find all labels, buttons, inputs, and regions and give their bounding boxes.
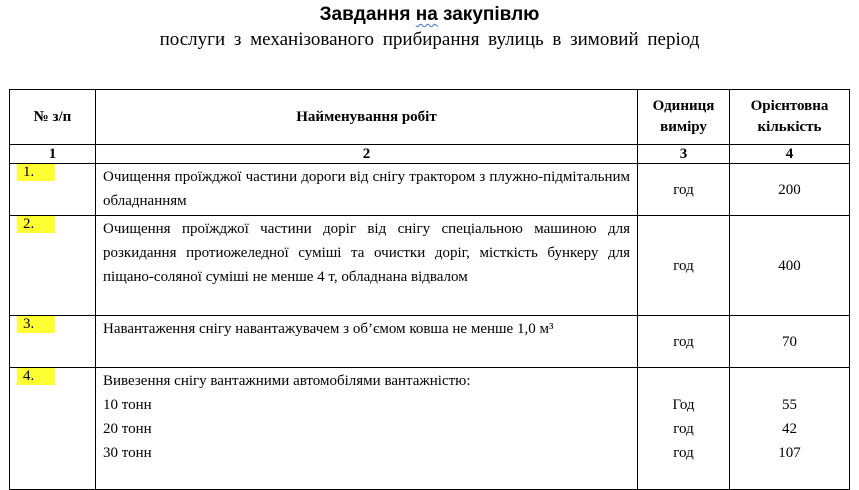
subitem-unit: год (673, 445, 694, 461)
subitem-unit: год (673, 421, 694, 437)
row-number-highlighted: 4. (17, 368, 55, 385)
work-description: Очищення проїжджої частини дороги від снігу трактором з плужно-підмітальним обладнанням (96, 164, 638, 216)
header-quantity: Орієнтовна кількість (730, 90, 850, 145)
header-row (10, 90, 850, 145)
subitem-unit: Год (672, 397, 695, 413)
header-number: № з/п (10, 90, 96, 145)
row-number-highlighted: 3. (17, 316, 55, 333)
column-number-row (10, 145, 850, 164)
subitem-quantity: 107 (778, 445, 801, 461)
subitem-label: 10 тонн (103, 397, 152, 413)
title-word-2-spellcheck: на (415, 4, 438, 25)
title-word-1: Завдання (319, 4, 411, 25)
procurement-table (9, 89, 850, 490)
header-work-name: Найменування робіт (96, 90, 638, 145)
unit-cell: год (638, 216, 730, 316)
quantity-cell: 200 (730, 164, 850, 216)
table-row (10, 164, 850, 216)
row-number-highlighted: 2. (17, 216, 55, 233)
subitem-quantity: 55 (782, 397, 797, 413)
table-row (10, 316, 850, 368)
work-description (96, 368, 638, 490)
unit-cell: год (638, 316, 730, 368)
subitem-label: 20 тонн (103, 421, 152, 437)
document-title (0, 4, 859, 26)
table-row (10, 216, 850, 316)
work-description-text: Вивезення снігу вантажними автомобілями вантажністю: (103, 373, 471, 389)
row-number-highlighted: 1. (17, 164, 55, 181)
column-number-4: 4 (730, 145, 850, 164)
table-row (10, 368, 850, 490)
quantity-cell: 70 (730, 316, 850, 368)
work-description: Навантаження снігу навантажувачем з об’ємом ковша не менше 1,0 м³ (96, 316, 638, 368)
subitem-label: 30 тонн (103, 445, 152, 461)
document-subtitle: послуги з механізованого прибирання вулиць в зимовий період (159, 29, 700, 50)
work-description: Очищення проїжджої частини доріг від снігу спеціальною машиною для розкидання протиожеледної суміші та очистки доріг, місткість бункеру для піщано-соляної суміші не менше 4 т, обладнана відвалом (96, 216, 638, 316)
column-number-2: 2 (96, 145, 638, 164)
unit-cell: год (638, 164, 730, 216)
quantity-cell: 400 (730, 216, 850, 316)
column-number-3: 3 (638, 145, 730, 164)
title-word-3: закупівлю (443, 4, 540, 25)
column-number-1: 1 (10, 145, 96, 164)
header-unit: Одиниця виміру (638, 90, 730, 145)
subitem-quantity: 42 (782, 421, 797, 437)
